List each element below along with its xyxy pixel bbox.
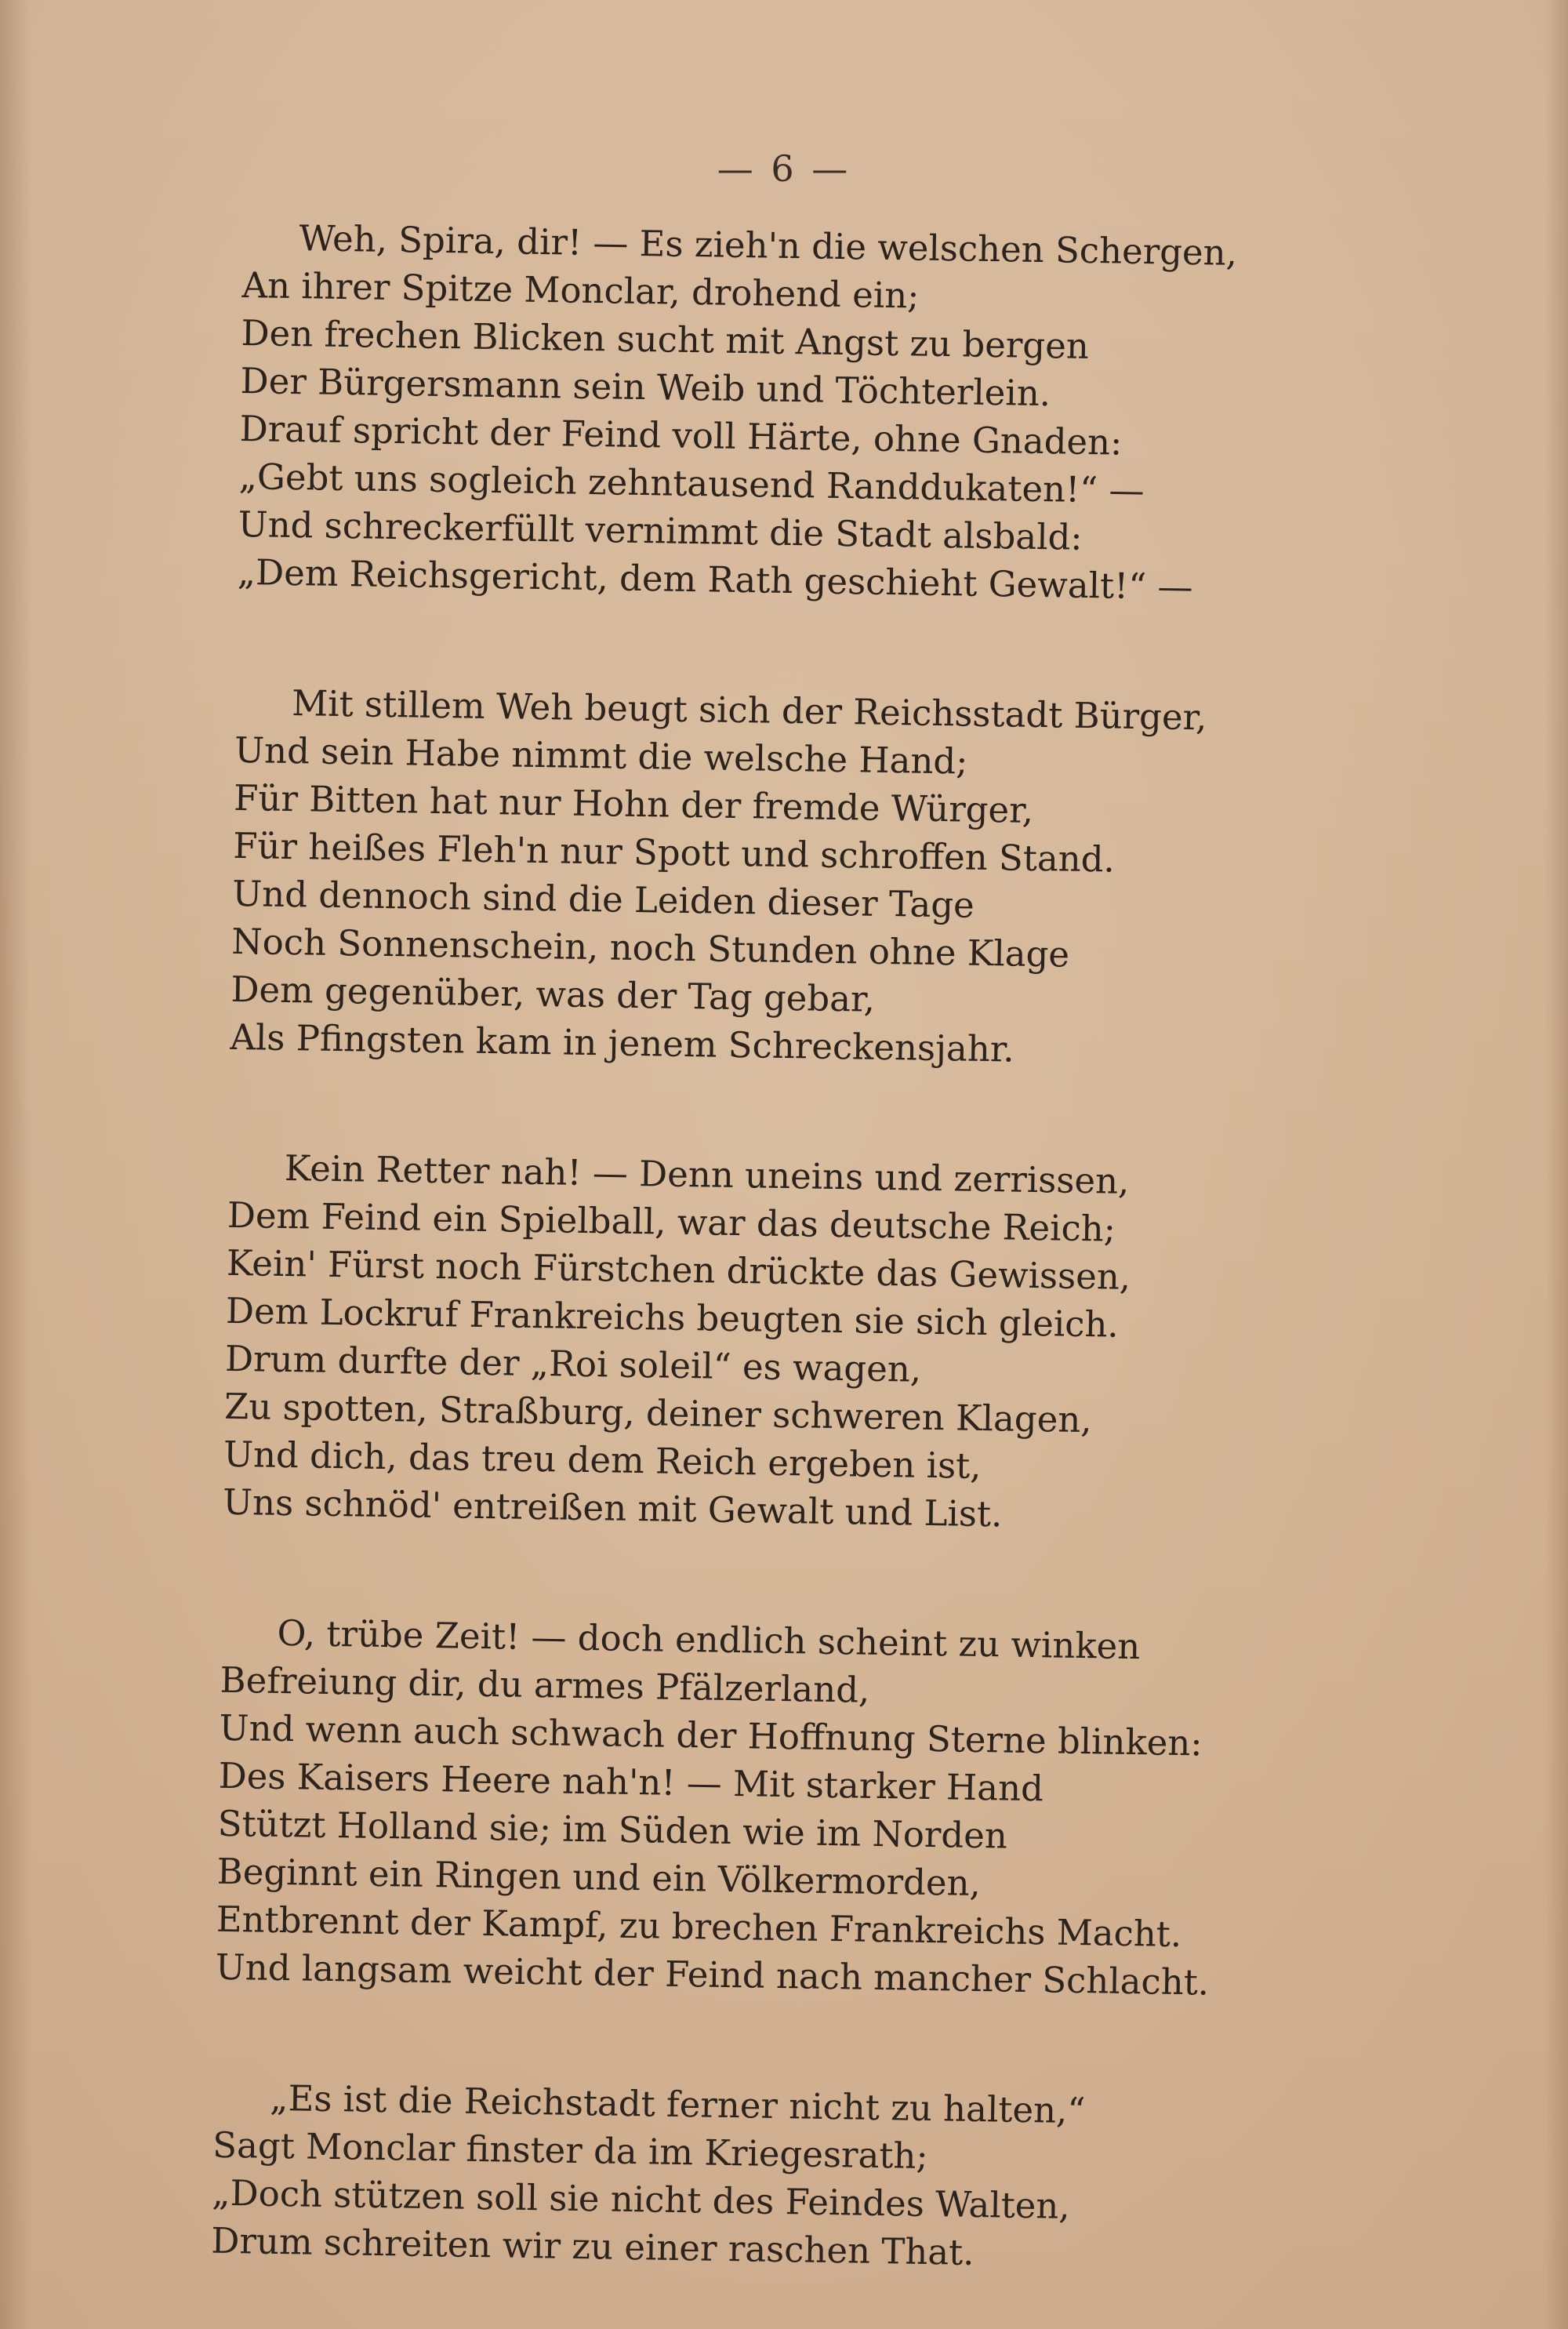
verse-line: Befreiung dir, du armes Pfälzerland,	[220, 1659, 870, 1711]
verse-line: „Es ist die Reichstadt ferner nicht zu halten,“	[269, 2076, 1086, 2132]
verse-line: Den frechen Blicken sucht mit Angst zu bergen	[241, 311, 1090, 367]
verse-line: Kein Retter nah! — Denn uneins und zerrissen,	[284, 1146, 1130, 1202]
stanza-2	[230, 678, 1380, 1079]
verse-line: Und wenn auch schwach der Hoffnung Sterne blinken:	[219, 1706, 1203, 1764]
stanza-3	[223, 1143, 1373, 1544]
verse-line: Und sein Habe nimmt die welsche Hand;	[234, 728, 968, 783]
verse-line: Dem gegenüber, was der Tag gebar,	[230, 968, 876, 1020]
verse-line: „Dem Reichsgericht, dem Rath geschieht Gewalt!“ —	[237, 550, 1193, 609]
verse-line: Und dennoch sind die Leiden dieser Tage	[231, 872, 975, 926]
poem-text	[211, 213, 1388, 2283]
verse-line: Sagt Monclar finster da im Kriegesrath;	[212, 2124, 929, 2178]
verse-line: Für Bitten hat nur Hohn der fremde Würger,	[233, 776, 1034, 831]
page-number: — 6 —	[717, 147, 851, 190]
verse-line: Noch Sonnenschein, noch Stunden ohne Klage	[230, 920, 1070, 976]
verse-line: Stützt Holland sie; im Süden wie im Norden	[217, 1802, 1008, 1857]
verse-line: O, trübe Zeit! — doch endlich scheint zu winken	[277, 1611, 1141, 1668]
verse-line: Entbrennt der Kampf, zu brechen Frankreichs Macht.	[216, 1898, 1182, 1956]
verse-line: Und schreckerfüllt vernimmt die Stadt alsbald:	[238, 503, 1083, 558]
verse-line: Dem Lockruf Frankreichs beugten sie sich gleich.	[225, 1289, 1120, 1346]
verse-line: Des Kaisers Heere nah'n! — Mit starker Hand	[218, 1754, 1044, 1810]
verse-line: An ihrer Spitze Monclar, drohend ein;	[241, 263, 920, 317]
verse-line: Drum durfte der „Roi soleil“ es wagen,	[224, 1337, 922, 1390]
verse-line: Und langsam weicht der Feind nach mancher Schlacht.	[215, 1946, 1210, 2004]
verse-line: „Gebt uns sogleich zehntausend Randdukaten!“ —	[238, 455, 1145, 512]
verse-line: Der Bürgersmann sein Weib und Töchterlein.	[240, 359, 1051, 415]
stanza-4	[215, 1608, 1365, 2009]
verse-line: Drauf spricht der Feind voll Härte, ohne Gnaden:	[239, 407, 1123, 463]
verse-line: Zu spotten, Straßburg, deiner schweren Klagen,	[223, 1385, 1093, 1441]
stanza-5	[211, 2073, 1359, 2283]
verse-line: Und dich, das treu dem Reich ergeben ist,	[223, 1433, 982, 1487]
verse-line: Dem Feind ein Spielball, war das deutsche Reich;	[227, 1194, 1116, 1250]
verse-line: Weh, Spira, dir! — Es zieh'n die welschen Schergen,	[299, 217, 1238, 274]
verse-line: „Doch stützen soll sie nicht des Feindes Walten,	[211, 2171, 1071, 2227]
verse-line: Drum schreiten wir zu einer raschen That.	[210, 2219, 975, 2273]
stanza-1	[237, 213, 1387, 614]
verse-line: Als Pfingsten kam in jenem Schreckensjahr.	[230, 1016, 1015, 1070]
verse-line: Für heißes Fleh'n nur Spott und schroffen Stand.	[232, 824, 1116, 881]
verse-line: Kein' Fürst noch Fürstchen drückte das Gewissen,	[226, 1241, 1131, 1298]
verse-line: Beginnt ein Ringen und ein Völkermorden,	[216, 1850, 982, 1905]
verse-line: Uns schnöd' entreißen mit Gewalt und List.	[222, 1481, 1003, 1535]
verse-line: Mit stillem Weh beugt sich der Reichsstadt Bürger,	[291, 682, 1207, 739]
